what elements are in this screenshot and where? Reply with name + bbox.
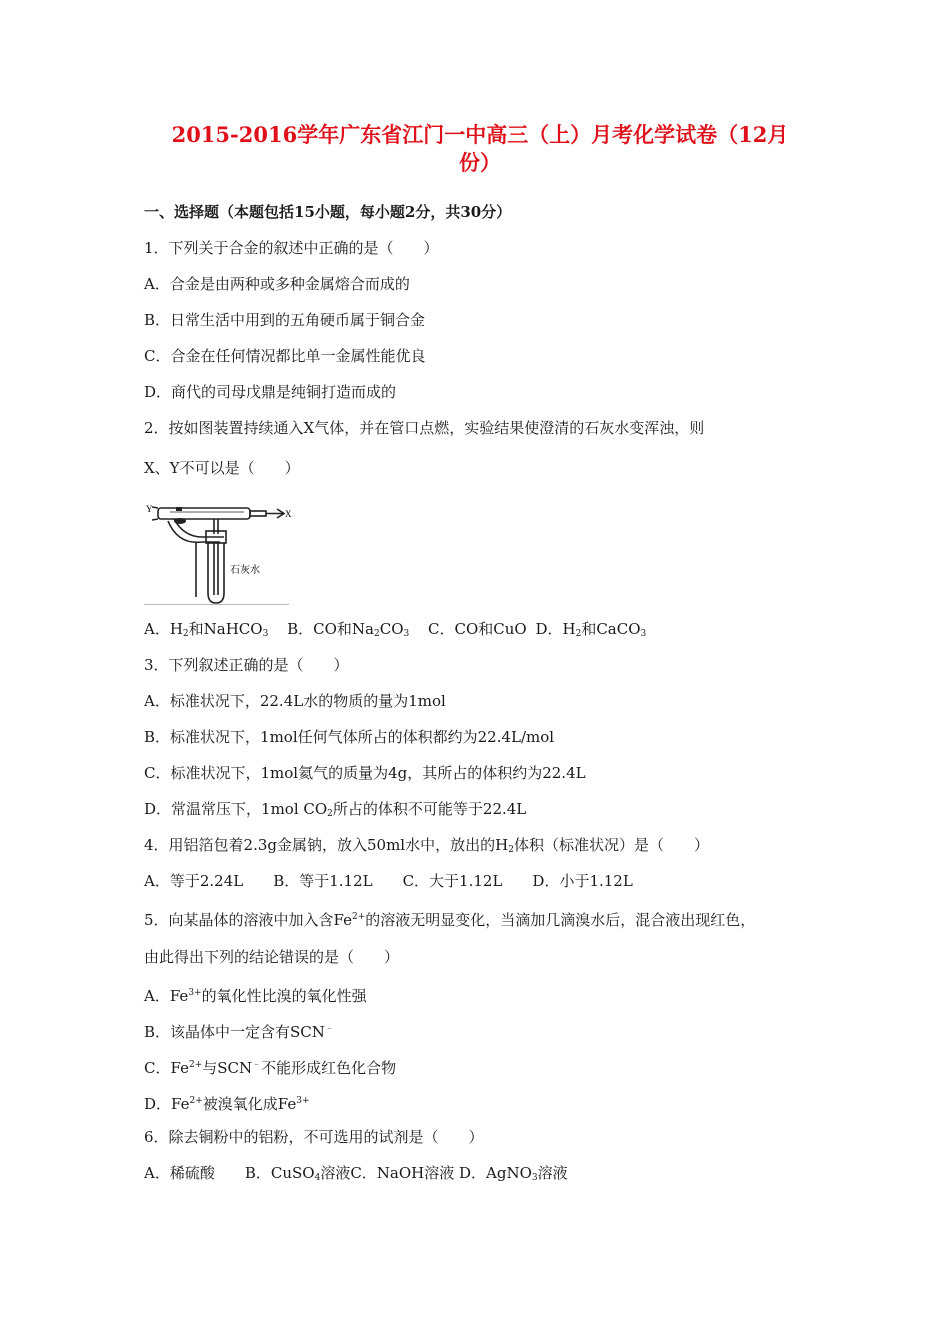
q6-stem: 6．除去铜粉中的铝粉，不可选用的试剂是（ ）	[144, 1128, 484, 1146]
combustion-tube	[158, 508, 250, 519]
q1-option-d: D．商代的司母戊鼎是纯铜打造而成的	[144, 383, 397, 401]
q3-option-c: C．标准状况下，1mol氦气的质量为4g，其所占的体积约为22.4L	[144, 764, 586, 782]
label-limewater: 石灰水	[230, 565, 260, 576]
figure-divider	[144, 604, 289, 605]
q2-options: A．$H_2$和NaHCO$_3$ B．CO和$Na_2CO_3$ C．CO和CuO D．$H_2$和CaCO$_3$	[144, 620, 647, 639]
q3-option-d: D．常温常压下，1mol $CO_2$所占的体积不可能等于22.4L	[144, 800, 527, 819]
apparatus-figure	[144, 497, 294, 609]
q5-stem-2: 由此得出下列的结论错误的是（ ）	[144, 948, 400, 966]
q1-option-a: A．合金是由两种或多种金属熔合而成的	[144, 275, 410, 293]
arrow-x	[266, 509, 284, 518]
q1-option-c: C．合金在任何情况都比单一金属性能优良	[144, 347, 426, 365]
test-tube	[208, 543, 224, 603]
q1-stem: 1．下列关于合金的叙述中正确的是（ ）	[144, 239, 439, 257]
q2-stem-2: X、Y不可以是（ ）	[144, 459, 300, 477]
q3-option-b: B．标准状况下，1mol任何气体所占的体积都约为22.4L/mol	[144, 728, 555, 746]
q4-options: A．等于2.24L B．等于1.12L C．大于1.12L D．小于1.12L	[144, 872, 633, 890]
inner-tube	[214, 543, 218, 595]
q3-option-a: A．标准状况下，22.4L水的物质的量为1mol	[144, 692, 446, 710]
wick	[176, 507, 182, 511]
q5-option-c: C．$Fe^{2+}$与SCN﹣不能形成红色化合物	[144, 1059, 397, 1077]
burner-head	[174, 518, 186, 524]
q6-options: A．稀硫酸 B．CuSO$_4$溶液C．NaOH溶液 D．AgNO$_3$溶液	[144, 1164, 568, 1183]
label-x: X	[285, 509, 292, 519]
q3-stem: 3．下列叙述正确的是（ ）	[144, 656, 349, 674]
q4-stem: 4．用铝箔包着2.3g金属钠，放入50ml水中，放出的$H_2$体积（标准状况）是（ ）	[144, 836, 709, 855]
inlet-pipe	[250, 511, 266, 516]
q5-option-d: D．$Fe^{2+}$被溴氧化成$Fe^{3+}$	[144, 1095, 310, 1113]
page-title	[150, 121, 810, 177]
q5-option-a: A．$Fe^{3+}$的氧化性比溴的氧化性强	[144, 987, 367, 1005]
tube-left-end	[152, 507, 158, 520]
q5-option-b: B．该晶体中一定含有SCN﹣	[144, 1023, 334, 1041]
title-line-2: 份）	[459, 150, 501, 175]
q2-stem-1: 2．按如图装置持续通入X气体，并在管口点燃，实验结果使澄清的石灰水变浑浊，则	[144, 419, 705, 437]
title-line-1: 2015-2016学年广东省江门一中高三（上）月考化学试卷（12月	[171, 122, 789, 147]
q1-option-b: B．日常生活中用到的五角硬币属于铜合金	[144, 311, 426, 329]
q5-stem-1: 5．向某晶体的溶液中加入含$Fe^{2+}$的溶液无明显变化，当滴加几滴溴水后，混合液出现红色，	[144, 911, 756, 929]
label-y: Y	[146, 504, 153, 514]
section-heading: 一、选择题（本题包括15小题，每小题2分，共30分）	[144, 203, 512, 221]
